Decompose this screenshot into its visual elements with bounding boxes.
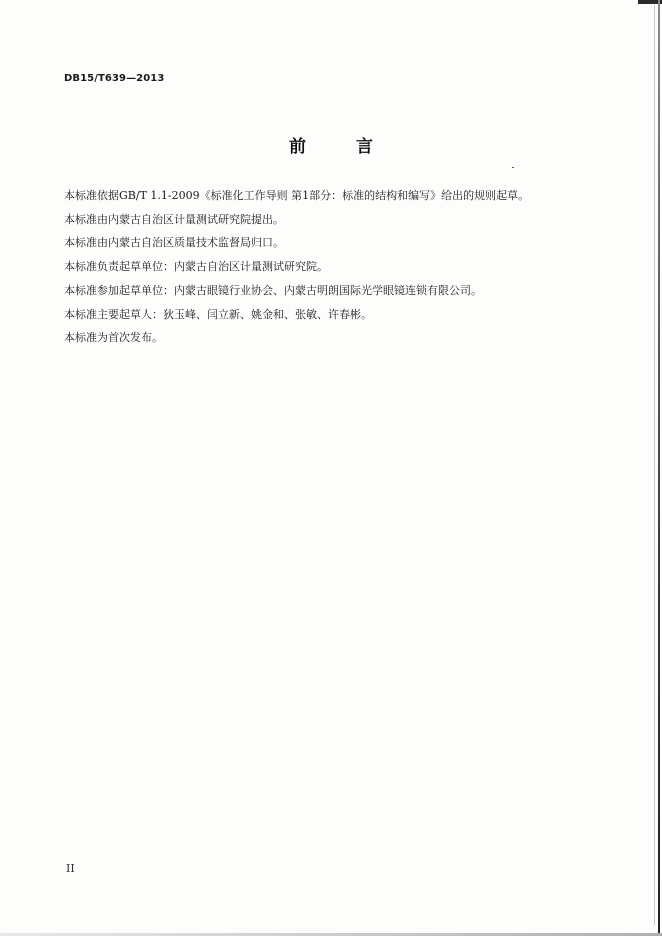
paragraph-centralized-by: 本标准由内蒙古自治区质量技术监督局归口。 [64, 236, 284, 250]
paragraph-main-drafters: 本标准主要起草人：狄玉峰、闫立新、姚金和、张敏、许春彬。 [64, 307, 372, 321]
foreword-body [64, 184, 604, 350]
scan-speck [512, 167, 514, 168]
paragraph-first-release: 本标准为首次发布。 [64, 331, 163, 345]
paragraph-drafting-rules: 本标准依据GB/T 1.1-2009《标准化工作导则 第1部分：标准的结构和编写》给出的规则起草。 [64, 189, 530, 202]
document-code: DB15/T639—2013 [64, 73, 165, 84]
paragraph-participating-units: 本标准参加起草单位：内蒙古眼镜行业协会、内蒙古明朗国际光学眼镜连锁有限公司。 [64, 283, 482, 297]
paragraph-responsible-unit: 本标准负责起草单位：内蒙古自治区计量测试研究院。 [64, 260, 328, 274]
paragraph-proposer: 本标准由内蒙古自治区计量测试研究院提出。 [64, 212, 284, 226]
page-title: 前 言 [289, 137, 395, 157]
page-number: II [66, 862, 75, 875]
